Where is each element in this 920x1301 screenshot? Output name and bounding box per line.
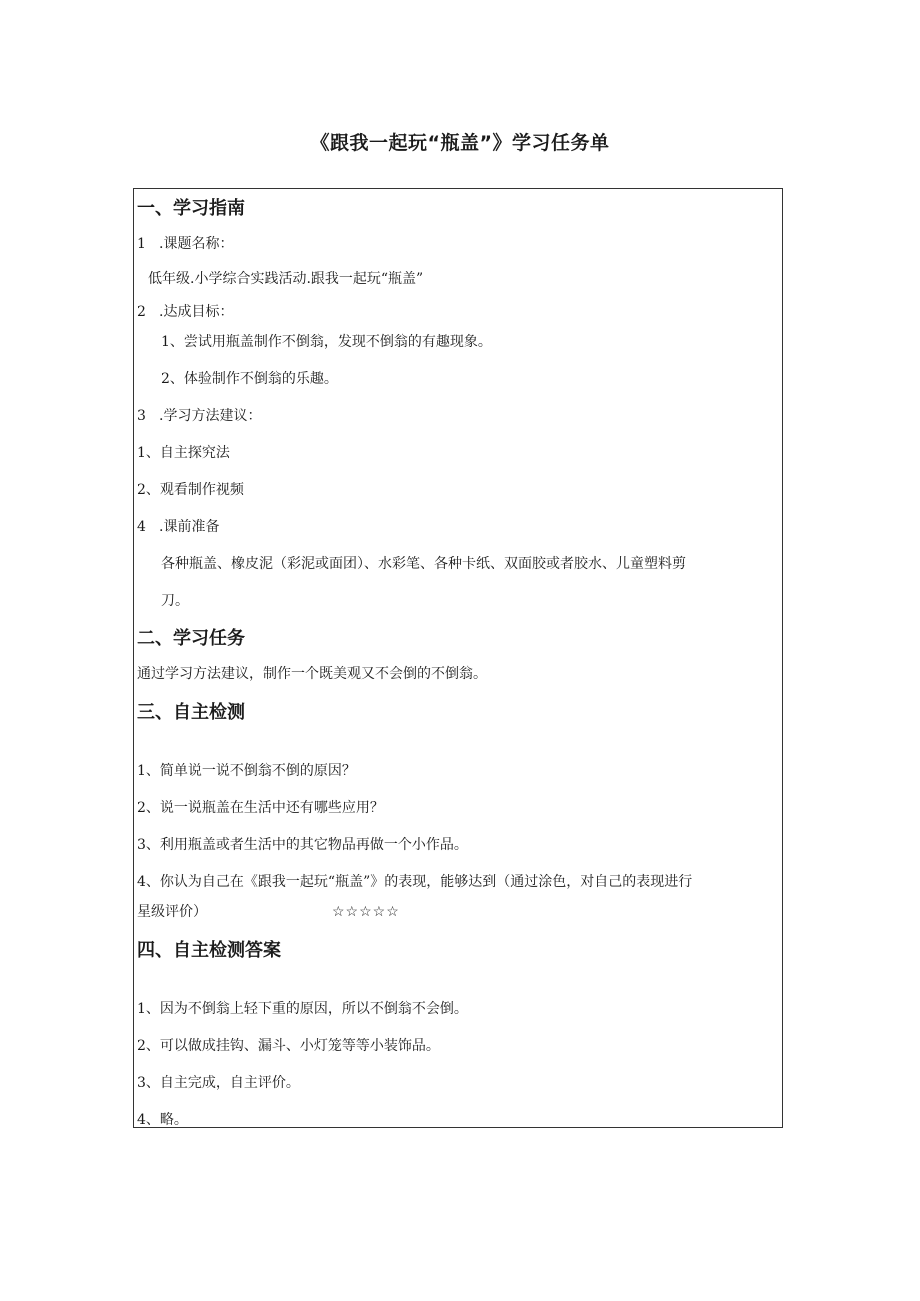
document-title: 《跟我一起玩“瓶盖”》学习任务单: [310, 132, 610, 154]
check-question: 4、你认为自己在《跟我一起玩“瓶盖”》的表现，能够达到（通过涂色，对自己的表现进行: [137, 874, 693, 890]
preparation-text: 各种瓶盖、橡皮泥（彩泥或面团）、水彩笔、各种卡纸、双面胶或者胶水、儿童塑料剪: [161, 556, 686, 572]
task-sheet-table: [133, 188, 783, 1128]
answer-item: 2、可以做成挂钩、漏斗、小灯笼等等小装饰品。: [137, 1038, 440, 1054]
check-question-continued: [137, 903, 400, 921]
guide-item-label: .学习方法建议：: [159, 408, 262, 424]
answer-item: 3、自主完成，自主评价。: [137, 1075, 300, 1091]
check-question: 2、说一说瓶盖在生活中还有哪些应用？: [137, 800, 384, 816]
section-task-heading: 二、学习任务: [137, 628, 245, 649]
guide-item-number: 4: [137, 519, 146, 535]
section-answers-heading: 四、自主检测答案: [137, 940, 281, 961]
guide-item-label: .达成目标：: [159, 304, 234, 320]
course-name-text: 低年级.小学综合实践活动.跟我一起玩“瓶盖”: [148, 271, 424, 287]
section-check-heading: 三、自主检测: [137, 702, 245, 723]
preparation-text: 刀。: [161, 593, 189, 609]
star-rating: ☆☆☆☆☆: [332, 904, 400, 920]
guide-item-label: .课前准备: [159, 519, 220, 535]
answer-item: 1、因为不倒翁上轻下重的原因，所以不倒翁不会倒。: [137, 1001, 468, 1017]
guide-item-label: .课题名称：: [159, 236, 234, 252]
guide-item-number: 2: [137, 304, 146, 320]
goal-item: 1、尝试用瓶盖制作不倒翁，发现不倒翁的有趣现象。: [161, 334, 492, 350]
guide-item-number: 1: [137, 236, 146, 252]
guide-item-goals: [137, 303, 233, 321]
method-item: 2、观看制作视频: [137, 482, 244, 498]
guide-item-number: 3: [137, 408, 146, 424]
guide-item-methods: [137, 407, 261, 425]
task-text: 通过学习方法建议，制作一个既美观又不会倒的不倒翁。: [137, 666, 487, 682]
method-item: 1、自主探究法: [137, 445, 230, 461]
goal-item: 2、体验制作不倒翁的乐趣。: [161, 371, 338, 387]
rating-label: 星级评价）: [137, 904, 207, 920]
check-question: 1、简单说一说不倒翁不倒的原因？: [137, 763, 356, 779]
check-question: 3、利用瓶盖或者生活中的其它物品再做一个小作品。: [137, 837, 468, 853]
guide-item-course-name: [137, 235, 233, 253]
section-guide-heading: 一、学习指南: [137, 198, 245, 219]
answer-item: 4、略。: [137, 1112, 188, 1128]
guide-item-preparation: [137, 518, 219, 536]
